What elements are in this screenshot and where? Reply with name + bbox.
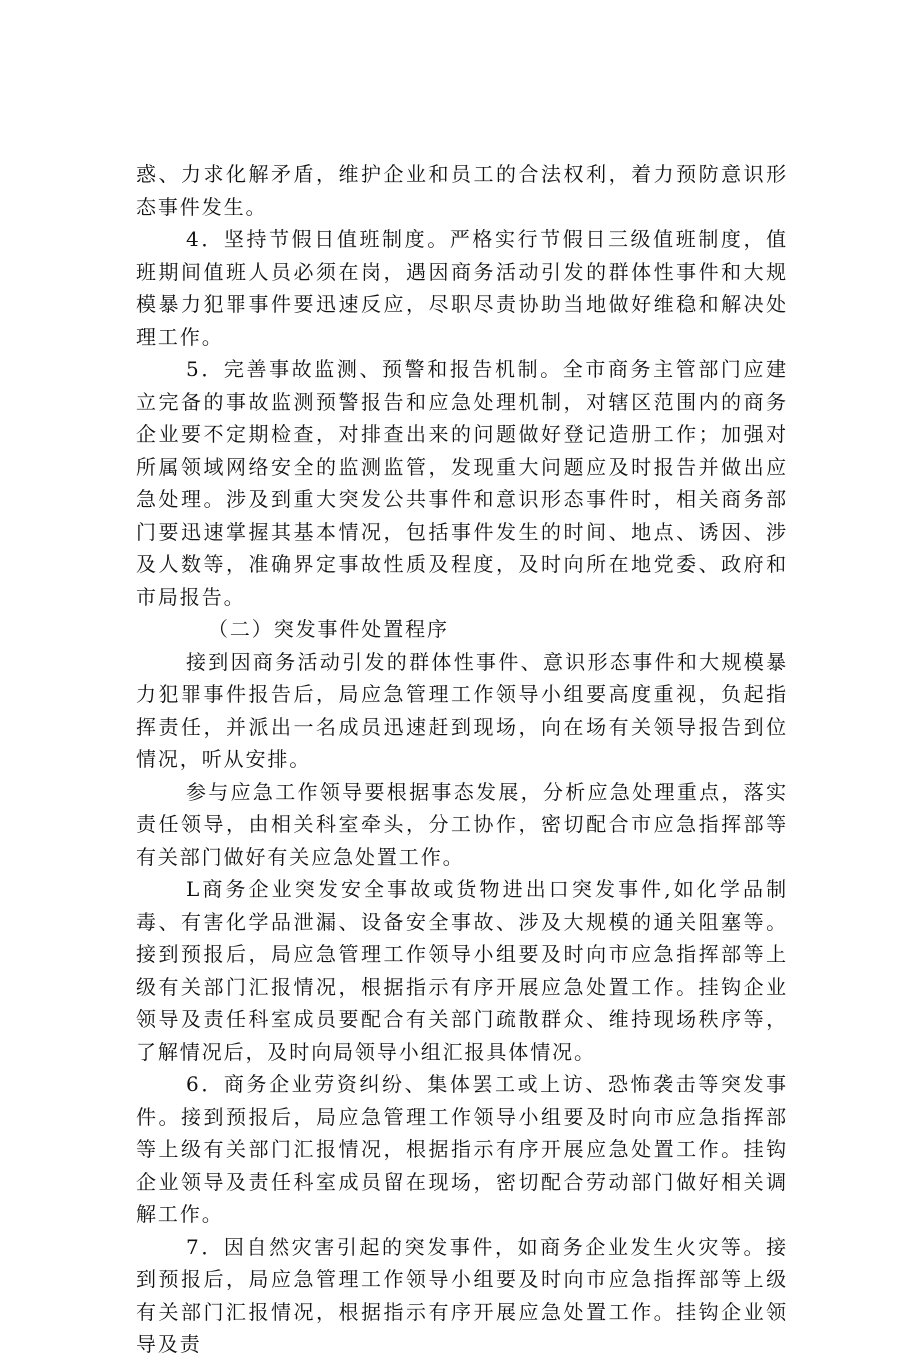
paragraph-item-6: 6．商务企业劳资纠纷、集体罢工或上访、恐怖袭击等突发事件。接到预报后，局应急管理工作领导小组要及时向市应急指挥部等上级有关部门汇报情况，根据指示有序开展应急处置工作。挂钩企业领导及责任科室成员留在现场，密切配合劳动部门做好相关调解工作。 (136, 1072, 788, 1226)
paragraph-item-5: 5．完善事故监测、预警和报告机制。全市商务主管部门应建立完备的事故监测预警报告和应急处理机制，对辖区范围内的商务企业要不定期检查，对排查出来的问题做好登记造册工作；加强对所属领域网络安全的监测监管，发现重大问题应及时报告并做出应急处理。涉及到重大突发公共事件和意识形态事件时，相关商务部门要迅速掌握其基本情况，包括事件发生的时间、地点、诱因、涉及人数等，准确界定事故性质及程度，及时向所在地党委、政府和市局报告。 (136, 357, 788, 609)
paragraph-leadership: 参与应急工作领导要根据事态发展，分析应急处理重点，落实责任领导，由相关科室牵头，分工协作，密切配合市应急指挥部等有关部门做好有关应急处置工作。 (136, 779, 788, 869)
paragraph-item-7: 7．因自然灾害引起的突发事件，如商务企业发生火灾等。接到预报后，局应急管理工作领导小组要及时向市应急指挥部等上级有关部门汇报情况，根据指示有序开展应急处置工作。挂钩企业领导及责 (136, 1234, 788, 1356)
paragraph-item-l: L商务企业突发安全事故或货物进出口突发事件,如化学品制毒、有害化学品泄漏、设备安全事故、涉及大规模的通关阻塞等。接到预报后，局应急管理工作领导小组要及时向市应急指挥部等上级有关部门汇报情况，根据指示有序开展应急处置工作。挂钩企业领导及责任科室成员要配合有关部门疏散群众、维持现场秩序等，了解情况后，及时向局领导小组汇报具体情况。 (136, 877, 788, 1064)
section-heading: （二）突发事件处置程序 (208, 617, 449, 641)
paragraph-procedure-intro: 接到因商务活动引发的群体性事件、意识形态事件和大规模暴力犯罪事件报告后，局应急管理工作领导小组要高度重视，负起指挥责任，并派出一名成员迅速赶到现场，向在场有关领导报告到位情况，听从安排。 (136, 649, 788, 771)
document-body (136, 158, 788, 1361)
paragraph-continuation: 惑、力求化解矛盾，维护企业和员工的合法权利，着力预防意识形态事件发生。 (136, 162, 788, 219)
paragraph-item-4: 4．坚持节假日值班制度。严格实行节假日三级值班制度，值班期间值班人员必须在岗，遇因商务活动引发的群体性事件和大规模暴力犯罪事件要迅速反应，尽职尽责协助当地做好维稳和解决处理工作。 (136, 227, 788, 349)
